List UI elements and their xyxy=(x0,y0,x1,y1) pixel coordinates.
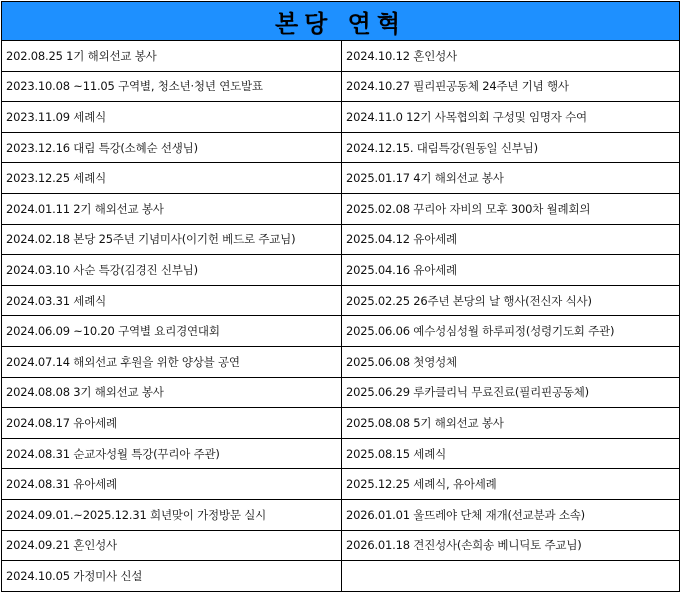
table-row xyxy=(2,346,680,377)
history-cell-right: 2025.08.08 5기 해외선교 봉사 xyxy=(342,408,680,439)
history-cell-left: 2024.09.21 혼인성사 xyxy=(2,530,342,561)
history-cell-left: 2024.08.08 3기 해외선교 봉사 xyxy=(2,377,342,408)
history-cell-right: 2024.10.12 혼인성사 xyxy=(342,41,680,72)
table-row xyxy=(2,163,680,194)
history-cell-left: 2024.09.01.~2025.12.31 희년맞이 가정방문 실시 xyxy=(2,499,342,530)
history-cell-left: 2023.12.25 세례식 xyxy=(2,163,342,194)
history-cell-left: 2024.06.09 ~10.20 구역별 요리경연대회 xyxy=(2,316,342,347)
table-row xyxy=(2,469,680,500)
history-cell-right: 2024.10.27 필리핀공동체 24주년 기념 행사 xyxy=(342,71,680,102)
table-row xyxy=(2,193,680,224)
table-row xyxy=(2,408,680,439)
history-cell-left: 2023.10.08 ~11.05 구역별, 청소년·청년 연도발표 xyxy=(2,71,342,102)
title-row xyxy=(2,2,680,41)
history-cell-right: 2025.06.08 첫영성체 xyxy=(342,346,680,377)
history-cell-right: 2024.11.0 12기 사목협의회 구성및 임명자 수여 xyxy=(342,102,680,133)
history-cell-left: 2024.03.31 세례식 xyxy=(2,285,342,316)
history-cell-right: 2026.01.18 견진성사(손희송 베니딕토 주교님) xyxy=(342,530,680,561)
table-row xyxy=(2,561,680,592)
history-cell-right: 2025.06.29 루카클리닉 무료진료(필리핀공동체) xyxy=(342,377,680,408)
table-row xyxy=(2,41,680,72)
history-cell-left: 202.08.25 1기 해외선교 봉사 xyxy=(2,41,342,72)
history-cell-left: 2023.12.16 대림 특강(소혜순 선생님) xyxy=(2,132,342,163)
table-row xyxy=(2,316,680,347)
table-row xyxy=(2,499,680,530)
table-row xyxy=(2,102,680,133)
table-row xyxy=(2,224,680,255)
history-cell-left: 2024.08.17 유아세례 xyxy=(2,408,342,439)
history-cell-right: 2025.01.17 4기 해외선교 봉사 xyxy=(342,163,680,194)
page-title: 본당 연혁 xyxy=(2,2,680,41)
history-cell-right: 2025.04.12 유아세례 xyxy=(342,224,680,255)
history-cell-left: 2024.08.31 유아세례 xyxy=(2,469,342,500)
history-cell-right: 2025.06.06 예수성심성월 하루피정(성령기도회 주관) xyxy=(342,316,680,347)
table-row xyxy=(2,71,680,102)
history-cell-right: 2025.02.08 꾸리아 자비의 모후 300차 월례회의 xyxy=(342,193,680,224)
table-row xyxy=(2,377,680,408)
history-cell-left: 2023.11.09 세례식 xyxy=(2,102,342,133)
history-cell-left: 2024.03.10 사순 특강(김경진 신부님) xyxy=(2,255,342,286)
table-row xyxy=(2,285,680,316)
history-cell-left: 2024.02.18 본당 25주년 기념미사(이기헌 베드로 주교님) xyxy=(2,224,342,255)
history-table xyxy=(1,1,680,592)
history-cell-right: 2025.12.25 세례식, 유아세례 xyxy=(342,469,680,500)
history-cell-left: 2024.07.14 해외선교 후원을 위한 양상블 공연 xyxy=(2,346,342,377)
history-cell-left: 2024.10.05 가정미사 신설 xyxy=(2,561,342,592)
history-cell-right: 2024.12.15. 대림특강(원동일 신부님) xyxy=(342,132,680,163)
history-cell-right: 2025.02.25 26주년 본당의 날 행사(전신자 식사) xyxy=(342,285,680,316)
history-cell-right: 2025.04.16 유아세례 xyxy=(342,255,680,286)
history-cell-right: 2026.01.01 울뜨레야 단체 재개(선교분과 소속) xyxy=(342,499,680,530)
history-cell-right xyxy=(342,561,680,592)
table-row xyxy=(2,530,680,561)
history-cell-left: 2024.01.11 2기 해외선교 봉사 xyxy=(2,193,342,224)
history-cell-left: 2024.08.31 순교자성월 특강(꾸리아 주관) xyxy=(2,438,342,469)
table-row xyxy=(2,255,680,286)
table-row xyxy=(2,438,680,469)
table-row xyxy=(2,132,680,163)
history-cell-right: 2025.08.15 세례식 xyxy=(342,438,680,469)
